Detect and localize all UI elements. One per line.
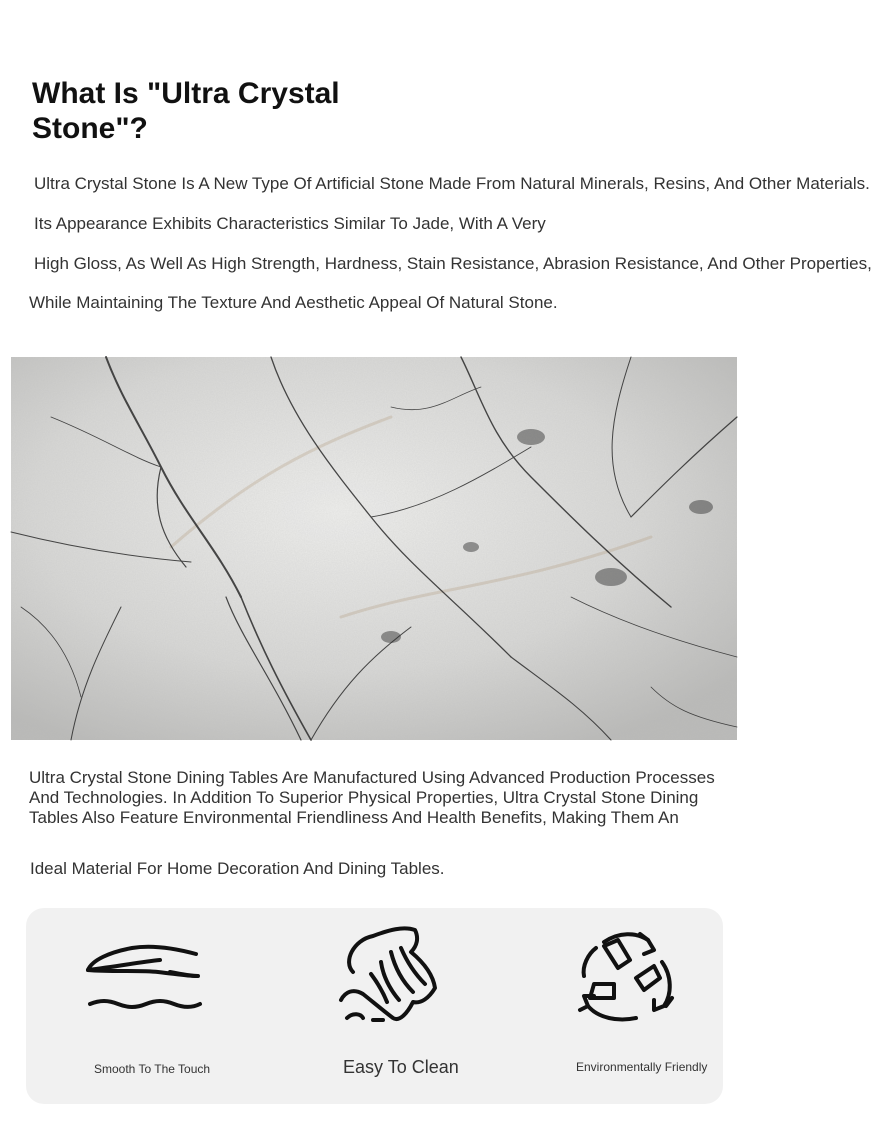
stone-texture-image	[11, 357, 737, 740]
smooth-touch-icon	[80, 932, 208, 1016]
intro-line-2: Its Appearance Exhibits Characteristics Similar To Jade, With A Very	[34, 214, 546, 233]
features-panel	[26, 908, 723, 1104]
intro-line-1: Ultra Crystal Stone Is A New Type Of Artificial Stone Made From Natural Minerals, Resins, And Other Materials.	[34, 174, 870, 193]
recycle-icon	[574, 928, 676, 1024]
description-paragraph: Ultra Crystal Stone Dining Tables Are Manufactured Using Advanced Production Processes And Technologies. In Addition To Superior Physical Properties, Ultra Crystal Stone Dining Tables Also Feature Environmental Friendliness And Health Benefits, Making Them An	[29, 768, 715, 827]
wiping-hand-icon	[333, 922, 449, 1030]
feature-label-easy-clean: Easy To Clean	[343, 1057, 459, 1077]
description-line-2: Ideal Material For Home Decoration And Dining Tables.	[30, 859, 445, 878]
intro-line-4: While Maintaining The Texture And Aesthetic Appeal Of Natural Stone.	[29, 293, 558, 312]
feature-label-smooth: Smooth To The Touch	[94, 1062, 211, 1076]
intro-line-3: High Gloss, As Well As High Strength, Hardness, Stain Resistance, Abrasion Resistance, And Other Properties,	[34, 254, 872, 273]
section-title: What Is "Ultra Crystal Stone"?	[32, 77, 340, 145]
feature-label-eco-friendly: Environmentally Friendly	[576, 1060, 708, 1074]
